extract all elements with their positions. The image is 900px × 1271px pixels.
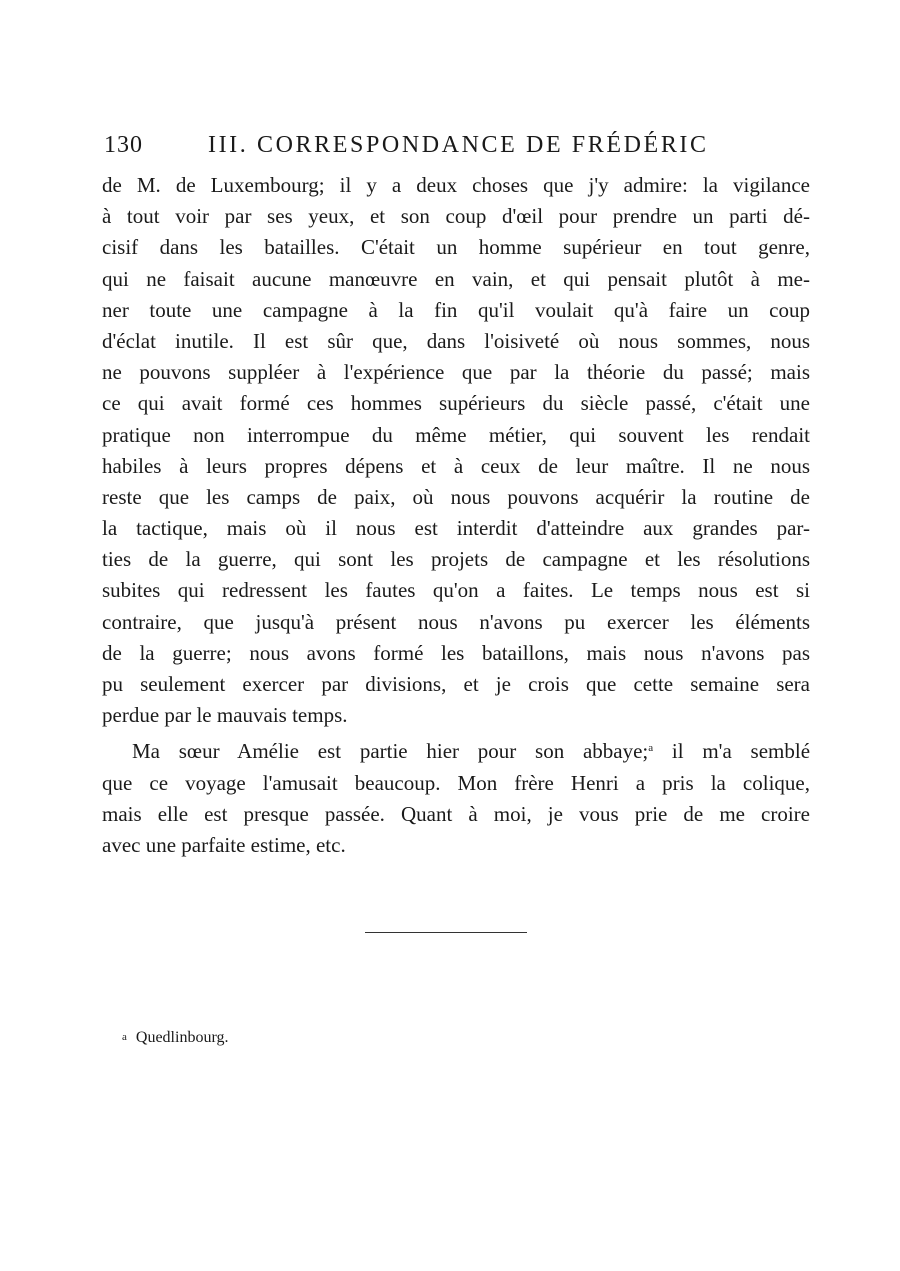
footnote-reference: a — [648, 742, 654, 755]
paragraph-1 — [102, 170, 810, 731]
text-line: ner toute une campagne à la fin qu'il voulait qu'à faire un coup — [102, 297, 810, 322]
text-run: Ma sœur Amélie est partie hier pour son abbaye; — [132, 739, 649, 764]
page-number: 130 — [104, 132, 143, 158]
text-line: contraire, que jusqu'à présent nous n'avons pu exercer les éléments — [102, 609, 810, 634]
text-line: subites qui redressent les fautes qu'on a faites. Le temps nous est si — [102, 578, 810, 603]
text-line: ce qui avait formé ces hommes supérieurs du siècle passé, c'était une — [102, 391, 810, 416]
text-line: reste que les camps de paix, où nous pouvons acquérir la routine de — [102, 484, 810, 509]
text-line: cisif dans les batailles. C'était un homme supérieur en tout genre, — [102, 235, 810, 260]
paragraph-2 — [102, 736, 810, 861]
running-head — [104, 127, 824, 163]
text-line: de la guerre; nous avons formé les bataillons, mais nous n'avons pas — [102, 640, 810, 665]
text-line: que ce voyage l'amusait beaucoup. Mon frère Henri a pris la colique, — [102, 770, 810, 795]
text-line: perdue par le mauvais temps. — [102, 703, 348, 728]
text-line: qui ne faisait aucune manœuvre en vain, et qui pensait plutôt à me- — [102, 266, 810, 291]
footnote-marker: a — [122, 1031, 127, 1043]
text-line: de M. de Luxembourg; il y a deux choses que j'y admire: la vigilance — [102, 173, 810, 197]
footnote — [122, 1027, 228, 1049]
text-line: pu seulement exercer par divisions, et je crois que cette semaine sera — [102, 672, 810, 696]
text-line: mais elle est presque passée. Quant à moi, je vous prie de me croire — [102, 801, 810, 826]
text-run: il m'a semblé — [653, 739, 811, 764]
text-line: pratique non interrompue du même métier, qui souvent les rendait — [102, 422, 810, 447]
text-line: la tactique, mais où il nous est interdit d'atteindre aux grandes par- — [102, 516, 810, 541]
footnote-separator-rule — [365, 932, 527, 933]
text-line: habiles à leurs propres dépens et à ceux de leur maître. Il ne nous — [102, 453, 810, 478]
letter-body — [102, 170, 810, 861]
text-line: avec une parfaite estime, etc. — [102, 832, 346, 857]
text-line — [102, 736, 810, 767]
text-line: d'éclat inutile. Il est sûr que, dans l'oisiveté où nous sommes, nous — [102, 328, 810, 353]
text-line: ties de la guerre, qui sont les projets de campagne et les résolutions — [102, 547, 810, 572]
text-line: à tout voir par ses yeux, et son coup d'œil pour prendre un parti dé- — [102, 204, 810, 229]
footnote-text: Quedlinbourg. — [135, 1029, 229, 1046]
text-line: ne pouvons suppléer à l'expérience que par la théorie du passé; mais — [102, 360, 810, 385]
running-title: III. CORRESPONDANCE DE FRÉDÉRIC — [208, 132, 709, 158]
